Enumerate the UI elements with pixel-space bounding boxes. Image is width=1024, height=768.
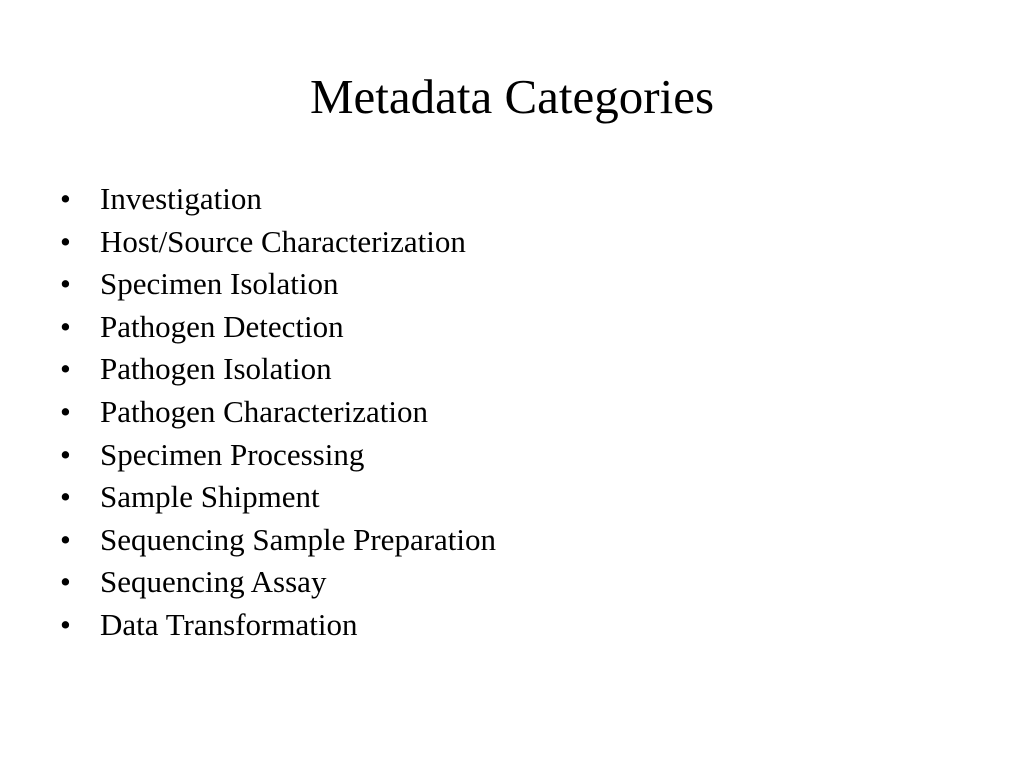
bullet-item (60, 561, 496, 604)
bullet-text: Specimen Processing (100, 436, 365, 472)
bullet-item (60, 263, 496, 306)
bullet-icon: • (60, 393, 71, 429)
bullet-icon: • (60, 521, 71, 557)
bullet-item (60, 391, 496, 434)
bullet-text: Sequencing Sample Preparation (100, 521, 497, 557)
bullet-item (60, 476, 496, 519)
bullet-text: Data Transformation (100, 606, 358, 642)
slide-title: Metadata Categories (309, 69, 715, 124)
bullet-text: Pathogen Characterization (100, 393, 428, 429)
bullet-text: Pathogen Detection (100, 308, 344, 344)
bullet-icon: • (60, 266, 71, 302)
bullet-list (60, 178, 496, 647)
bullet-icon: • (60, 351, 71, 387)
bullet-icon: • (60, 181, 71, 216)
bullet-item (60, 178, 496, 221)
bullet-item (60, 604, 496, 647)
bullet-item (60, 221, 496, 264)
bullet-icon: • (60, 436, 71, 472)
bullet-item (60, 306, 496, 349)
bullet-text: Host/Source Characterization (100, 223, 466, 259)
bullet-text: Specimen Isolation (100, 266, 339, 302)
bullet-text: Investigation (100, 181, 262, 216)
bullet-icon: • (60, 223, 71, 259)
bullet-icon: • (60, 308, 71, 344)
bullet-item (60, 348, 496, 391)
bullet-icon: • (60, 479, 71, 515)
bullet-text: Sequencing Assay (100, 564, 327, 600)
bullet-text: Sample Shipment (100, 479, 320, 515)
bullet-icon: • (60, 564, 71, 600)
bullet-item (60, 519, 496, 562)
bullet-text: Pathogen Isolation (100, 351, 332, 387)
bullet-icon: • (60, 606, 71, 642)
bullet-item (60, 434, 496, 477)
